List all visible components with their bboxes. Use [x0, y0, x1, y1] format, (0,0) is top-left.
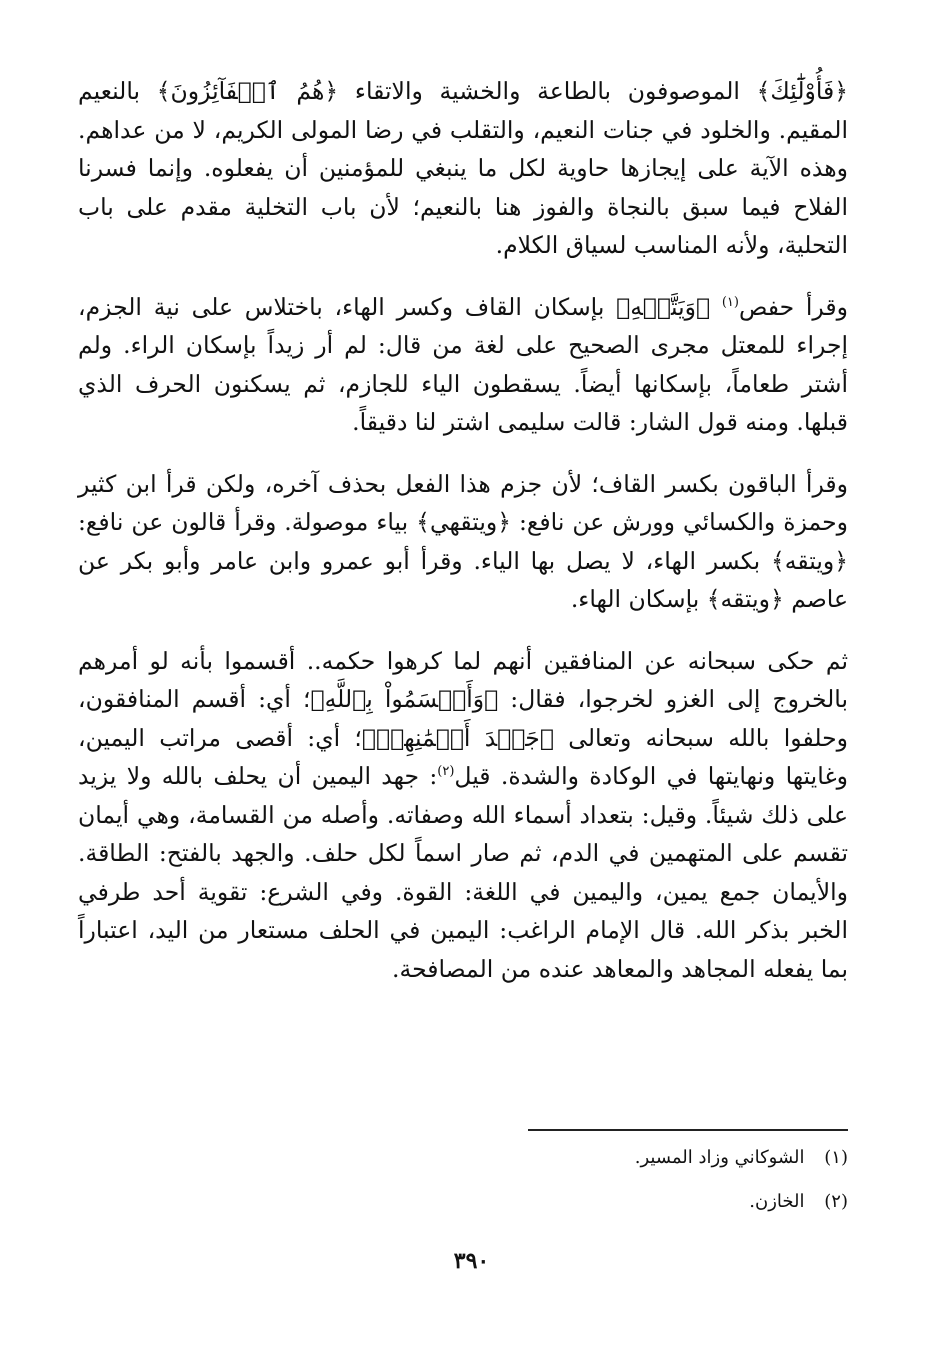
paragraph-4-start: ثم حكى سبحانه عن المنافقين أنهم لما كرهوا حكمه.. أقسموا بأنه لو أمرهم بالخروج إلى الغزو لخرجوا، فقال: ﴿وَأَقۡسَمُواْ بِٱللَّهِ﴾؛ أي: أقسم المنافقون، وحلفوا بالله سبحانه وتعالى ﴿جَهۡدَ أَيۡمَٰنِهِمۡ﴾؛ أي: أقصى مراتب اليمين، وغايتها ونهايتها في الوكادة والشدة. قيل — [78, 646, 848, 790]
paragraph-1-line-5: باب التحلية، ولأنه المناسب لسياق الكلام. — [78, 192, 848, 259]
footnote-2 — [78, 1190, 848, 1214]
paragraph-2-rest: ﴿وَيَتَّقۡهِ﴾ بإسكان القاف وكسر الهاء، باختلاس على نية الجزم، إجراء للمعتل مجرى الصحيح على لغة من قال: لم أر زيداً بإسكان الراء. ولم أشتر طعاماً، بإسكانها أيضاً. يسقطون الياء للجازم، ثم يسكنون الحرف الذي قبلها. ومنه قول الشار: قالت سليمى اشتر لنا دقيقاً. — [78, 292, 848, 436]
main-text — [78, 72, 848, 1011]
paragraph-2-start: وقرأ حفص — [738, 292, 848, 321]
footnote-2-text: الخازن. — [749, 1191, 805, 1212]
paragraph-1 — [78, 72, 848, 265]
footnote-divider — [528, 1129, 848, 1131]
paragraph-3: وقرأ الباقون بكسر القاف؛ لأن جزم هذا الفعل بحذف آخره، ولكن قرأ ابن كثير وحمزة والكسائي وورش عن نافع: ﴿ويتقهي﴾ بياء موصولة. وقرأ قالون عن نافع: ﴿ويتقه﴾ بكسر الهاء، لا يصل بها الياء. وقرأ أبو عمرو وابن عامر وأبو بكر عن عاصم ﴿ويتقه﴾ بإسكان الهاء. — [78, 469, 848, 613]
footnote-ref-1: (١) — [721, 294, 739, 310]
footnote-1-text: الشوكاني وزاد المسير. — [634, 1147, 805, 1168]
footnote-ref-2: (٢) — [437, 764, 455, 780]
footnote-1-number: (١) — [824, 1147, 848, 1168]
paragraph-1-line-2: المقيم. والخلود في جنات النعيم، والتقلب في رضا المولى الكريم، لا من — [154, 115, 848, 144]
paragraph-2 — [78, 288, 848, 442]
paragraph-4-rest: : جهد اليمين أن يحلف بالله ولا يزيد على ذلك شيئاً. وقيل: بتعداد أسماء الله وصفاته. وأصله من القسامة، وهي أيمان تقسم على المتهمين في الدم، ثم صار اسماً لكل حلف. والجهد بالفتح: الطاقة. والأيمان جمع يمين، واليمين في اللغة: القوة. وفي الشرع: تقوية أحد طرفي الخبر بذكر الله. قال الإمام الراغب: اليمين في الحلف مستعار من اليد، اعتباراً بما يفعله المجاهد والمعاهد عنده من المصافحة. — [78, 762, 848, 983]
paragraph-1-line-1: ﴿فَأُوْلَٰٓئِكَ﴾ الموصوفون بالطاعة والخشية والاتقاء ﴿هُمُ ٱلۡفَآئِزُونَ﴾ بالنعيم — [78, 77, 848, 105]
footnotes — [78, 1146, 848, 1234]
page-number: ٣٩٠ — [453, 1248, 490, 1274]
paragraph-1-line-3: عداهم. وهذه الآية على إيجازها حاوية لكل ما ينبغي للمؤمنين أن يفعلوه. وإنما — [78, 115, 848, 182]
footnote-2-number: (٢) — [824, 1191, 848, 1212]
footnote-1 — [78, 1146, 848, 1170]
paragraph-4 — [78, 642, 848, 989]
paragraph-1-line-4: فسرنا الفلاح فيما سبق بالنجاة والفوز هنا بالنعيم؛ لأن باب التخلية مقدم على — [78, 154, 848, 221]
